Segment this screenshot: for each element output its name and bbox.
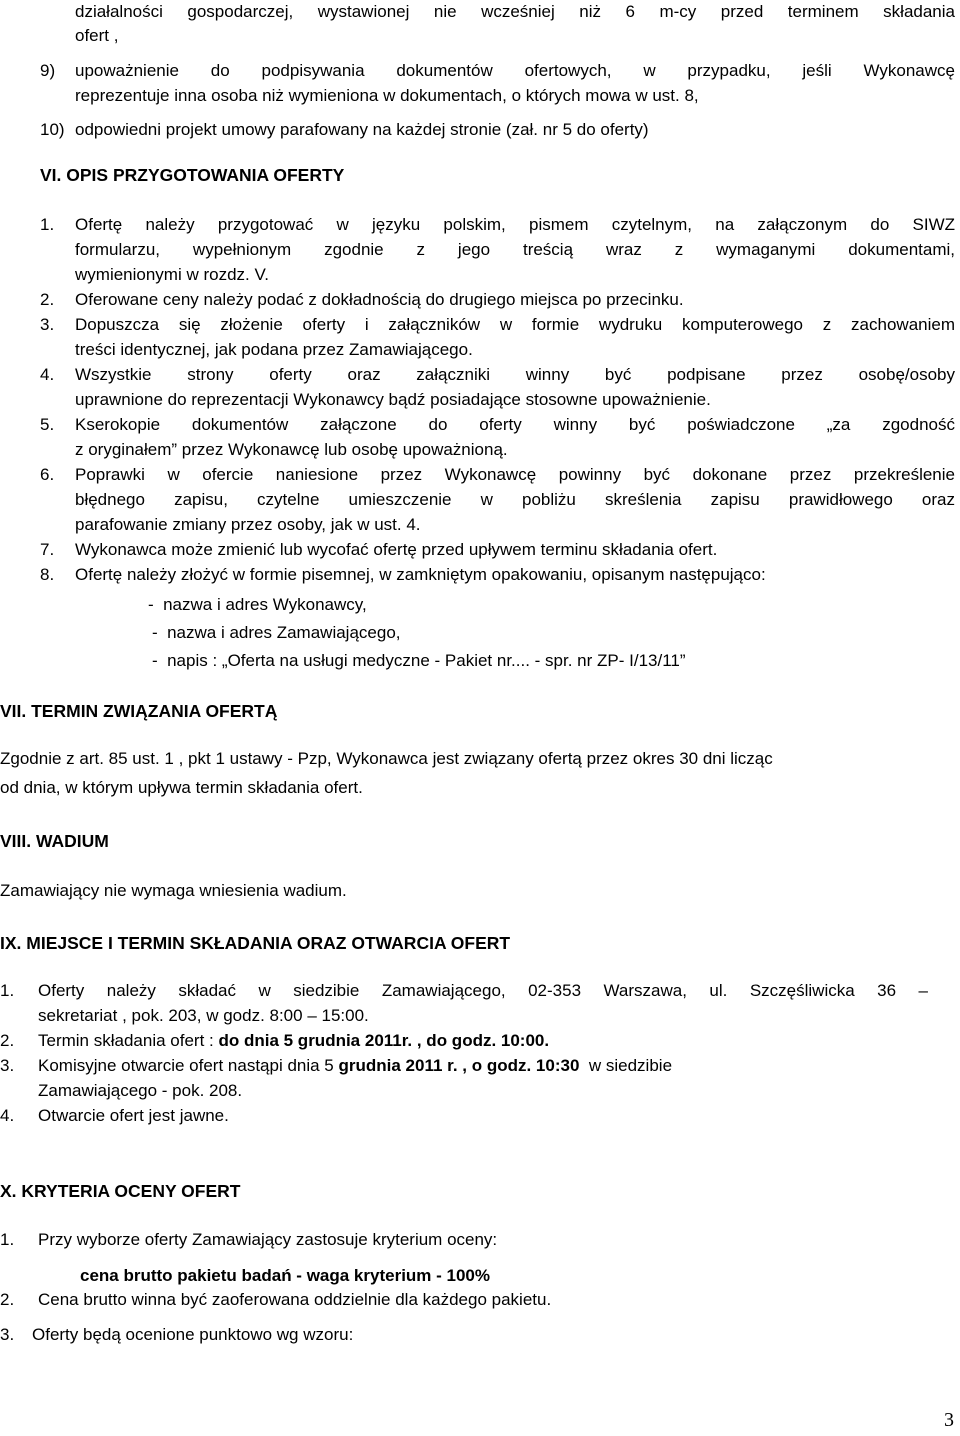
opening-label: Komisyjne otwarcie ofert nastąpi dnia 5 (38, 1056, 339, 1075)
section-heading: IX. MIEJSCE I TERMIN SKŁADANIA ORAZ OTWARCIA OFERT (0, 933, 511, 953)
list-item-text: treści identycznej, jak podana przez Zamawiającego. (75, 340, 473, 359)
list-item-text: Oferty należy składać w siedzibie Zamawiającego, 02-353 Warszawa, ul. Szczęśliwicka 36 – (38, 981, 928, 1000)
opening-place: w siedzibie (579, 1056, 673, 1075)
list-item-text: reprezentuje inna osoba niż wymieniona w dokumentach, o których mowa w ust. 8, (75, 86, 699, 105)
list-item-text: sekretariat , pok. 203, w godz. 8:00 – 15:00. (38, 1006, 369, 1025)
page-number: 3 (944, 1408, 954, 1431)
list-number: 6. (40, 465, 55, 484)
list-number: 2. (0, 1031, 15, 1050)
list-number: 4. (0, 1106, 15, 1125)
list-number: 2. (40, 290, 55, 309)
list-item-text: z oryginałem” przez Wykonawcę lub osobę upoważnioną. (75, 440, 508, 459)
envelope-label-line: - napis : „Oferta na usługi medyczne - Pakiet nr.... - spr. nr ZP- I/13/11” (152, 651, 686, 670)
section-heading: VI. OPIS PRZYGOTOWANIA OFERTY (40, 165, 345, 185)
list-number: 8. (40, 565, 55, 584)
list-number: 9) (40, 61, 56, 80)
list-item-text: uprawnione do reprezentacji Wykonawcy bądź posiadające stosowne upoważnienie. (75, 390, 711, 409)
paragraph: Zamawiający nie wymaga wniesienia wadium. (0, 881, 347, 900)
list-number: 1. (0, 981, 15, 1000)
list-item-text: upoważnienie do podpisywania dokumentów ofertowych, w przypadku, jeśli Wykonawcę (75, 61, 955, 80)
list-number: 2. (0, 1290, 15, 1309)
list-number: 3. (0, 1325, 15, 1344)
list-number: 3. (40, 315, 55, 334)
continuation-line: działalności gospodarczej, wystawionej nie wcześniej niż 6 m-cy przed terminem składania (75, 2, 955, 21)
list-item-text (38, 1029, 549, 1054)
envelope-label-line: - nazwa i adres Wykonawcy, (148, 595, 367, 614)
list-item-text: Poprawki w ofercie naniesione przez Wykonawcę powinny być dokonane przez przekreślenie (75, 465, 955, 484)
criterion-line: cena brutto pakietu badań - waga kryterium - 100% (80, 1266, 491, 1285)
section-heading: X. KRYTERIA OCENY OFERT (0, 1181, 241, 1201)
list-number: 3. (0, 1056, 15, 1075)
list-item-text: parafowanie zmiany przez osoby, jak w ust. 4. (75, 515, 421, 534)
list-item-text: Oferty będą ocenione punktowo wg wzoru: (32, 1325, 354, 1344)
list-number: 10) (40, 120, 65, 139)
section-heading: VII. TERMIN ZWIĄZANIA OFERTĄ (0, 701, 278, 721)
list-number: 4. (40, 365, 55, 384)
list-item-text: Wszystkie strony oferty oraz załączniki winny być podpisane przez osobę/osoby (75, 365, 955, 384)
list-item-text: Wykonawca może zmienić lub wycofać ofertę przed upływem terminu składania ofert. (75, 540, 718, 559)
list-item-text: Zamawiającego - pok. 208. (38, 1081, 243, 1100)
deadline-label: Termin składania ofert : (38, 1031, 219, 1050)
list-item-text: wymienionymi w rozdz. V. (75, 265, 269, 284)
opening-date: grudnia 2011 r. , o godz. 10:30 (338, 1056, 580, 1075)
deadline-date: do dnia 5 grudnia 2011r. , do godz. 10:00. (218, 1031, 550, 1050)
list-item-text: Otwarcie ofert jest jawne. (38, 1106, 229, 1125)
envelope-label-line: - nazwa i adres Zamawiającego, (152, 623, 401, 642)
list-item-text: Oferowane ceny należy podać z dokładnością do drugiego miejsca po przecinku. (75, 290, 684, 309)
list-item-text: Dopuszcza się złożenie oferty i załączników w formie wydruku komputerowego z zachowaniem (75, 315, 955, 334)
list-item-text: błędnego zapisu, czytelne umieszczenie w pobliżu skreślenia zapisu prawidłowego oraz (75, 490, 955, 509)
paragraph: Zgodnie z art. 85 ust. 1 , pkt 1 ustawy - Pzp, Wykonawca jest związany ofertą przez okres 30 dni licząc (0, 749, 773, 768)
continuation-line: ofert , (75, 26, 119, 45)
list-item-text: Ofertę należy złożyć w formie pisemnej, w zamkniętym opakowaniu, opisanym następująco: (75, 565, 766, 584)
list-item-text: formularzu, wypełnionym zgodnie z jego treścią wraz z wymaganymi dokumentami, (75, 240, 955, 259)
list-number: 5. (40, 415, 55, 434)
section-heading: VIII. WADIUM (0, 831, 109, 851)
list-item-text: Ofertę należy przygotować w języku polskim, pismem czytelnym, na załączonym do SIWZ (75, 215, 955, 234)
list-item-text: odpowiedni projekt umowy parafowany na każdej stronie (zał. nr 5 do oferty) (75, 120, 649, 139)
paragraph: od dnia, w którym upływa termin składania ofert. (0, 778, 363, 797)
list-number: 1. (0, 1230, 15, 1249)
list-number: 7. (40, 540, 55, 559)
list-item-text: Kserokopie dokumentów załączone do oferty winny być poświadczone „za zgodność (75, 415, 955, 434)
list-number: 1. (40, 215, 55, 234)
list-item-text: Przy wyborze oferty Zamawiający zastosuje kryterium oceny: (38, 1230, 498, 1249)
list-item-text (38, 1054, 672, 1079)
list-item-text: Cena brutto winna być zaoferowana oddzielnie dla każdego pakietu. (38, 1290, 552, 1309)
